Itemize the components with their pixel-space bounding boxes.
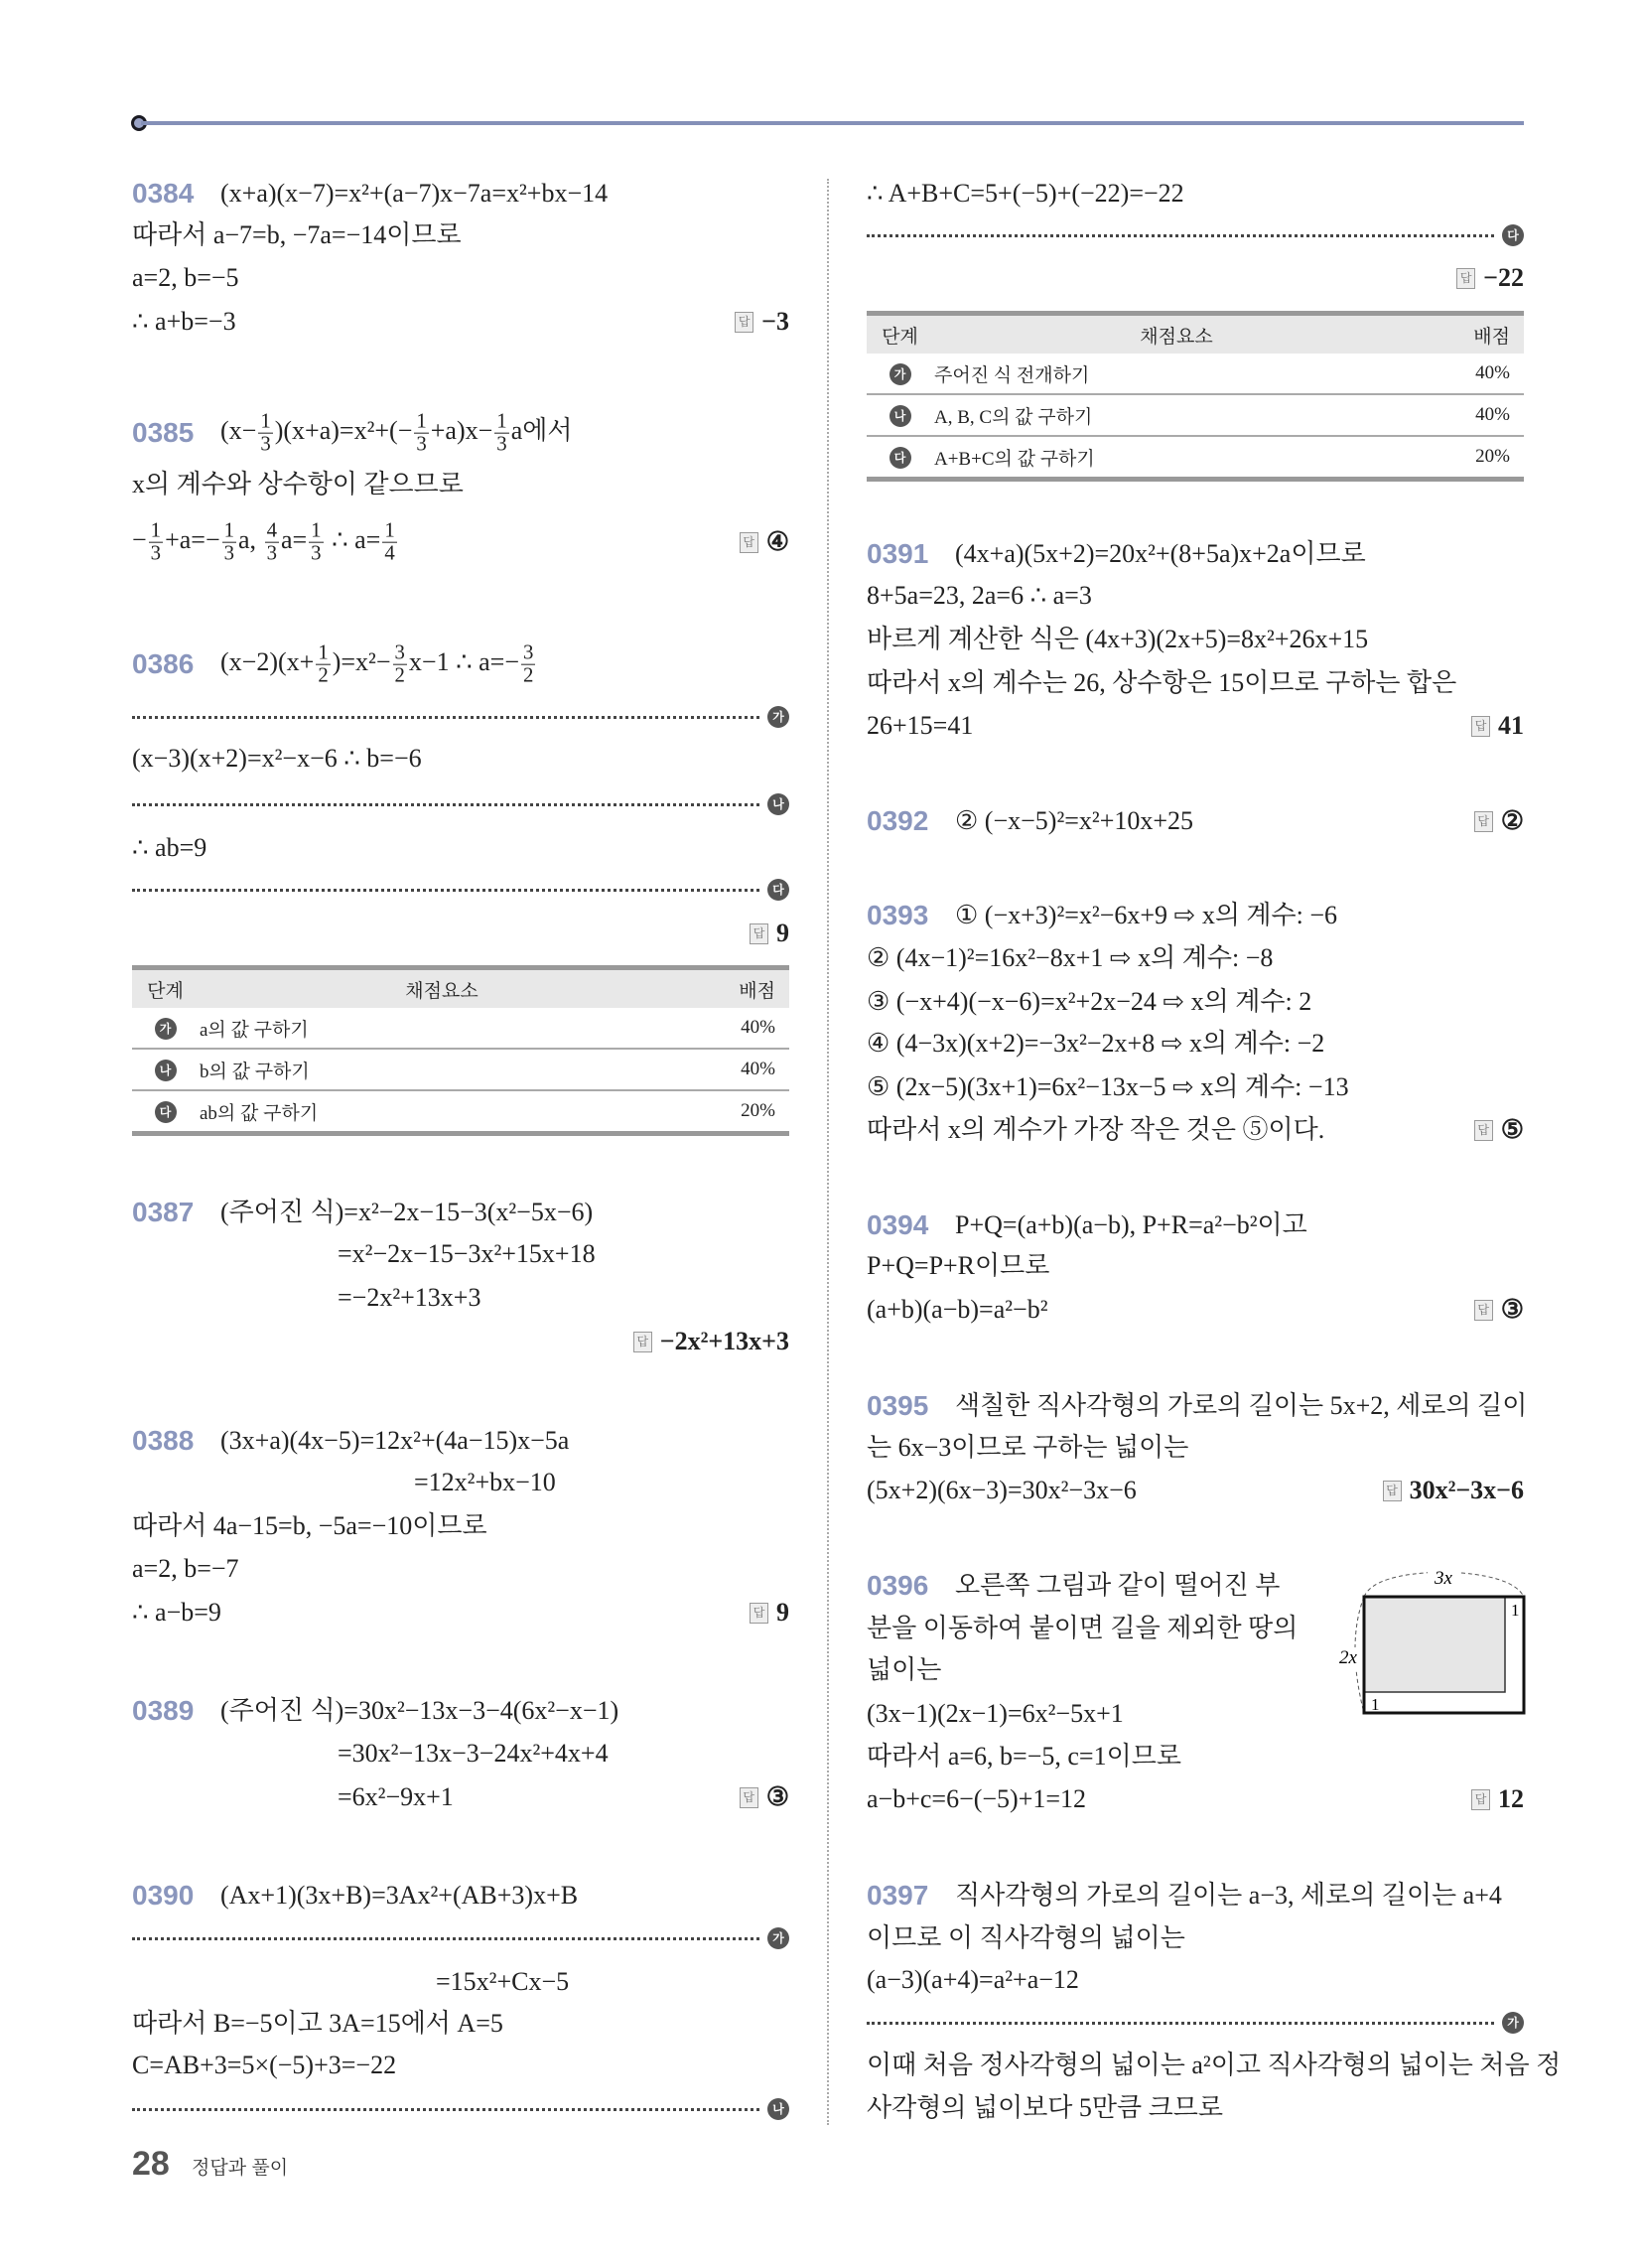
problem-number: 0392	[867, 805, 929, 836]
solution-line: 26+15=41	[867, 711, 974, 740]
solution-line: 바르게 계산한 식은 (4x+3)(2x+5)=8x²+26x+15	[867, 625, 1369, 653]
table-row	[867, 354, 1524, 394]
solution-line: =12x²+bx−10	[414, 1468, 556, 1496]
fraction: $\frac{1}{3}$	[260, 409, 271, 456]
solution-line: (a−3)(a+4)=a²+a−12	[867, 1965, 1079, 1994]
solution-line: =x²−2x−15−3x²+15x+18	[338, 1239, 596, 1268]
fraction: $\frac{1}{3}$	[496, 409, 507, 456]
answer	[1383, 1476, 1524, 1505]
solution-line: =30x²−13x−3−24x²+4x+4	[338, 1739, 609, 1768]
solution-line: 직사각형의 가로의 길이는 a−3, 세로의 길이는 a+4	[955, 1881, 1502, 1910]
criteria-cell: A+B+C의 값 구하기	[934, 448, 1095, 470]
dotted-separator	[867, 2022, 1494, 2025]
solution-line: (x+a)(x−7)=x²+(a−7)x−7a=x²+bx−14	[220, 179, 609, 208]
answer-tag-icon: 답	[633, 1332, 652, 1352]
step-marker-icon: 가	[889, 363, 911, 385]
criteria-cell: b의 값 구하기	[199, 1049, 685, 1090]
solution-line: (x− $\frac{1}{3}$ )(x+a)=x²+(− $\frac{1}{3}$ +a)x− $\frac{1}{3}$ a에서	[220, 409, 573, 456]
answer-tag-icon: 답	[750, 923, 768, 944]
header-points: 배점	[685, 968, 789, 1009]
criteria-cell: A, B, C의 값 구하기	[933, 394, 1420, 436]
problem-number: 0386	[132, 648, 195, 679]
table-row	[867, 394, 1524, 436]
answer-tag-icon: 답	[1383, 1481, 1402, 1501]
step-marker-icon: 나	[767, 793, 789, 815]
land-path-figure	[1338, 1564, 1527, 1733]
solution-line: ⑤ (2x−5)(3x+1)=6x²−13x−5 ⇨ x의 계수: −13	[867, 1072, 1349, 1101]
table-row	[132, 1090, 789, 1134]
points-cell: 20%	[1475, 446, 1510, 467]
answer-tag-icon: 답	[740, 532, 758, 553]
answer-tag-icon: 답	[740, 1787, 758, 1808]
shaded-rectangle	[1364, 1597, 1505, 1692]
problem-number: 0389	[132, 1695, 195, 1726]
solution-line: (3x−1)(2x−1)=6x²−5x+1	[867, 1699, 1124, 1728]
solution-line: 이때 처음 정사각형의 넓이는 a²이고 직사각형의 넓이는 처음 정	[867, 2051, 1562, 2079]
solution-line: 분을 이동하여 붙이면 길을 제외한 땅의	[867, 1614, 1299, 1642]
fraction: $\frac{1}{4}$	[384, 518, 395, 565]
answer	[1474, 1295, 1524, 1325]
dotted-separator	[132, 1937, 759, 1940]
answer-value: ③	[765, 1782, 789, 1811]
fraction: $\frac{1}{3}$	[416, 409, 427, 456]
solution-line: x의 계수와 상수항이 같으므로	[132, 470, 464, 498]
scoring-table	[132, 965, 789, 1136]
table-row	[867, 436, 1524, 480]
table-row	[132, 1008, 789, 1049]
answer-tag-icon: 답	[1474, 811, 1493, 832]
answer	[1474, 806, 1524, 836]
column-divider	[827, 179, 829, 2125]
solution-line: (주어진 식)=30x²−13x−3−4(6x²−x−1)	[220, 1696, 619, 1725]
step-marker-icon: 가	[1502, 2012, 1524, 2034]
points-cell: 40%	[685, 1008, 789, 1049]
solution-line: (5x+2)(6x−3)=30x²−3x−6	[867, 1476, 1137, 1504]
header-step: 단계	[132, 968, 199, 1009]
solution-line: C=AB+3=5×(−5)+3=−22	[132, 2051, 397, 2079]
answer-value: 41	[1498, 711, 1524, 740]
solution-line: 8+5a=23, 2a=6 ∴ a=3	[867, 581, 1092, 610]
solution-line: 오른쪽 그림과 같이 떨어진 부	[955, 1571, 1281, 1600]
problem-number: 0393	[867, 900, 929, 930]
height-label: 2x	[1339, 1647, 1357, 1668]
problem-number: 0390	[132, 1880, 195, 1911]
answer	[740, 527, 789, 557]
problem-number: 0395	[867, 1390, 929, 1421]
solution-line: (3x+a)(4x−5)=12x²+(4a−15)x−5a	[220, 1426, 570, 1455]
dotted-separator	[132, 803, 759, 806]
page-number: 28	[132, 2145, 170, 2183]
gap-bottom-label: 1	[1371, 1695, 1380, 1714]
solution-line: ∴ a+b=−3	[132, 307, 236, 336]
solution-line: ∴ a−b=9	[132, 1598, 221, 1627]
scoring-table	[867, 311, 1524, 482]
problem-number: 0391	[867, 538, 929, 569]
answer	[750, 1598, 789, 1628]
solution-line: 따라서 a−7=b, −7a=−14이므로	[132, 220, 462, 249]
width-label: 3x	[1435, 1568, 1452, 1589]
fraction: $\frac{1}{2}$	[318, 640, 329, 687]
problem-number: 0387	[132, 1197, 195, 1227]
solution-line: ④ (4−3x)(x+2)=−3x²−2x+8 ⇨ x의 계수: −2	[867, 1029, 1325, 1058]
points-cell: 40%	[1420, 394, 1524, 436]
solution-line: 색칠한 직사각형의 가로의 길이는 5x+2, 세로의 길이	[955, 1391, 1528, 1420]
header-points: 배점	[1420, 314, 1524, 354]
answer-value: ③	[1500, 1295, 1524, 1324]
gap-right-label: 1	[1511, 1601, 1520, 1620]
step-marker-icon: 나	[767, 2098, 789, 2120]
criteria-cell: 주어진 식 전개하기	[933, 354, 1420, 394]
fraction: $\frac{3}{2}$	[394, 640, 405, 687]
solution-line: ③ (−x+4)(−x−6)=x²+2x−24 ⇨ x의 계수: 2	[867, 987, 1312, 1016]
table-header	[867, 314, 1524, 354]
answer-tag-icon: 답	[1471, 716, 1490, 737]
step-marker-icon: 가	[767, 706, 789, 728]
header-criteria: 채점요소	[933, 314, 1420, 354]
problem-number: 0396	[867, 1570, 929, 1601]
solution-line: 따라서 x의 계수는 26, 상수항은 15이므로 구하는 합은	[867, 668, 1457, 697]
step-marker-icon: 나	[889, 405, 911, 427]
criteria-cell: ab의 값 구하기	[200, 1102, 319, 1124]
step-marker-icon: 가	[155, 1018, 177, 1040]
solution-line: ② (−x−5)²=x²+10x+25	[955, 806, 1194, 835]
step-marker-icon: 다	[1502, 224, 1524, 246]
header-step: 단계	[867, 314, 933, 354]
table-header	[132, 968, 789, 1009]
solution-line: 따라서 x의 계수가 가장 작은 것은 ⑤이다.	[867, 1115, 1325, 1144]
answer	[1471, 1784, 1524, 1814]
answer-value: −22	[1483, 263, 1524, 292]
solution-line: 따라서 4a−15=b, −5a=−10이므로	[132, 1511, 487, 1540]
solution-line: =6x²−9x+1	[338, 1782, 454, 1811]
problem-number: 0385	[132, 417, 195, 448]
answer-tag-icon: 답	[1456, 268, 1475, 289]
answer-tag-icon: 답	[735, 312, 753, 333]
answer-value: ②	[1500, 806, 1524, 835]
answer-value: 9	[776, 1598, 789, 1627]
answer	[735, 307, 789, 337]
dotted-separator	[132, 2108, 759, 2111]
points-cell: 40%	[685, 1049, 789, 1090]
solution-line: ∴ A+B+C=5+(−5)+(−22)=−22	[867, 179, 1184, 208]
solution-line: (x−2)(x+ $\frac{1}{2}$ )=x²− $\frac{3}{2}$ x−1 ∴ a=− $\frac{3}{2}$	[220, 640, 534, 687]
answer	[1456, 263, 1524, 293]
answer-value: −2x²+13x+3	[659, 1327, 789, 1355]
solution-line: 이므로 이 직사각형의 넓이는	[867, 1923, 1185, 1952]
solution-line: ① (−x+3)²=x²−6x+9 ⇨ x의 계수: −6	[955, 901, 1338, 929]
answer	[1471, 711, 1524, 741]
solution-line: 따라서 B=−5이고 3A=15에서 A=5	[132, 2009, 503, 2038]
solution-line: a=2, b=−7	[132, 1554, 239, 1583]
header-criteria: 채점요소	[199, 968, 685, 1009]
solution-line: =15x²+Cx−5	[436, 1967, 570, 1996]
step-marker-icon: 가	[767, 1927, 789, 1949]
step-marker-icon: 다	[155, 1101, 177, 1123]
answer	[750, 919, 789, 948]
answer-tag-icon: 답	[1471, 1789, 1490, 1810]
answer-value: ④	[765, 527, 789, 556]
solution-line: P+Q=P+R이므로	[867, 1251, 1050, 1280]
step-marker-icon: 나	[155, 1060, 177, 1081]
table-row	[132, 1049, 789, 1090]
fraction: $\frac{4}{3}$	[266, 518, 277, 565]
header-rule	[141, 121, 1524, 125]
answer-value: 12	[1498, 1784, 1524, 1813]
solution-line: 사각형의 넓이보다 5만큼 크므로	[867, 2093, 1224, 2122]
step-marker-icon: 다	[889, 447, 911, 469]
solution-line: ∴ ab=9	[132, 833, 207, 862]
answer-tag-icon: 답	[1474, 1300, 1493, 1321]
dotted-separator	[867, 234, 1494, 237]
solution-line: (x−3)(x+2)=x²−x−6 ∴ b=−6	[132, 744, 422, 773]
answer-value: ⑤	[1500, 1115, 1524, 1144]
solution-line: a=2, b=−5	[132, 263, 239, 292]
problem-number: 0394	[867, 1209, 929, 1240]
step-marker-icon: 다	[767, 879, 789, 901]
solution-line: (4x+a)(5x+2)=20x²+(8+5a)x+2a이므로	[955, 539, 1366, 568]
problem-number: 0397	[867, 1880, 929, 1911]
answer-value: 9	[776, 919, 789, 947]
solution-line: (Ax+1)(3x+B)=3Ax²+(AB+3)x+B	[220, 1881, 579, 1910]
solution-line: a−b+c=6−(−5)+1=12	[867, 1784, 1087, 1813]
answer	[633, 1327, 789, 1356]
dotted-separator	[132, 889, 759, 892]
answer-value: −3	[761, 307, 789, 336]
points-cell: 20%	[741, 1100, 775, 1121]
solution-line: 따라서 a=6, b=−5, c=1이므로	[867, 1742, 1181, 1771]
dotted-separator	[132, 716, 759, 719]
fraction: $\frac{3}{2}$	[522, 640, 534, 687]
solution-line: (주어진 식)=x²−2x−15−3(x²−5x−6)	[220, 1198, 594, 1226]
fraction: $\frac{1}{3}$	[223, 518, 235, 565]
solution-line: P+Q=(a+b)(a−b), P+R=a²−b²이고	[955, 1210, 1307, 1239]
problem-number: 0388	[132, 1425, 195, 1456]
answer	[1474, 1115, 1524, 1145]
fraction: $\frac{1}{3}$	[311, 518, 322, 565]
solution-line: − $\frac{1}{3}$ +a=− $\frac{1}{3}$ a, $\frac{4}{3}$ a= $\frac{1}{3}$ ∴ a= $\frac{1}{4}$	[132, 518, 395, 565]
solution-line: =−2x²+13x+3	[338, 1283, 481, 1312]
solution-line: 넓이는	[867, 1655, 942, 1684]
answer	[740, 1782, 789, 1812]
footer-label: 정답과 풀이	[192, 2158, 289, 2179]
answer-tag-icon: 답	[750, 1603, 768, 1624]
points-cell: 40%	[1420, 354, 1524, 394]
criteria-cell: a의 값 구하기	[199, 1008, 685, 1049]
solution-line: 는 6x−3이므로 구하는 넓이는	[867, 1433, 1189, 1462]
fraction: $\frac{1}{3}$	[150, 518, 162, 565]
problem-number: 0384	[132, 178, 195, 209]
answer-tag-icon: 답	[1474, 1120, 1493, 1141]
solution-line: (a+b)(a−b)=a²−b²	[867, 1295, 1048, 1324]
answer-value: 30x²−3x−6	[1409, 1476, 1524, 1504]
solution-line: ② (4x−1)²=16x²−8x+1 ⇨ x의 계수: −8	[867, 943, 1274, 972]
